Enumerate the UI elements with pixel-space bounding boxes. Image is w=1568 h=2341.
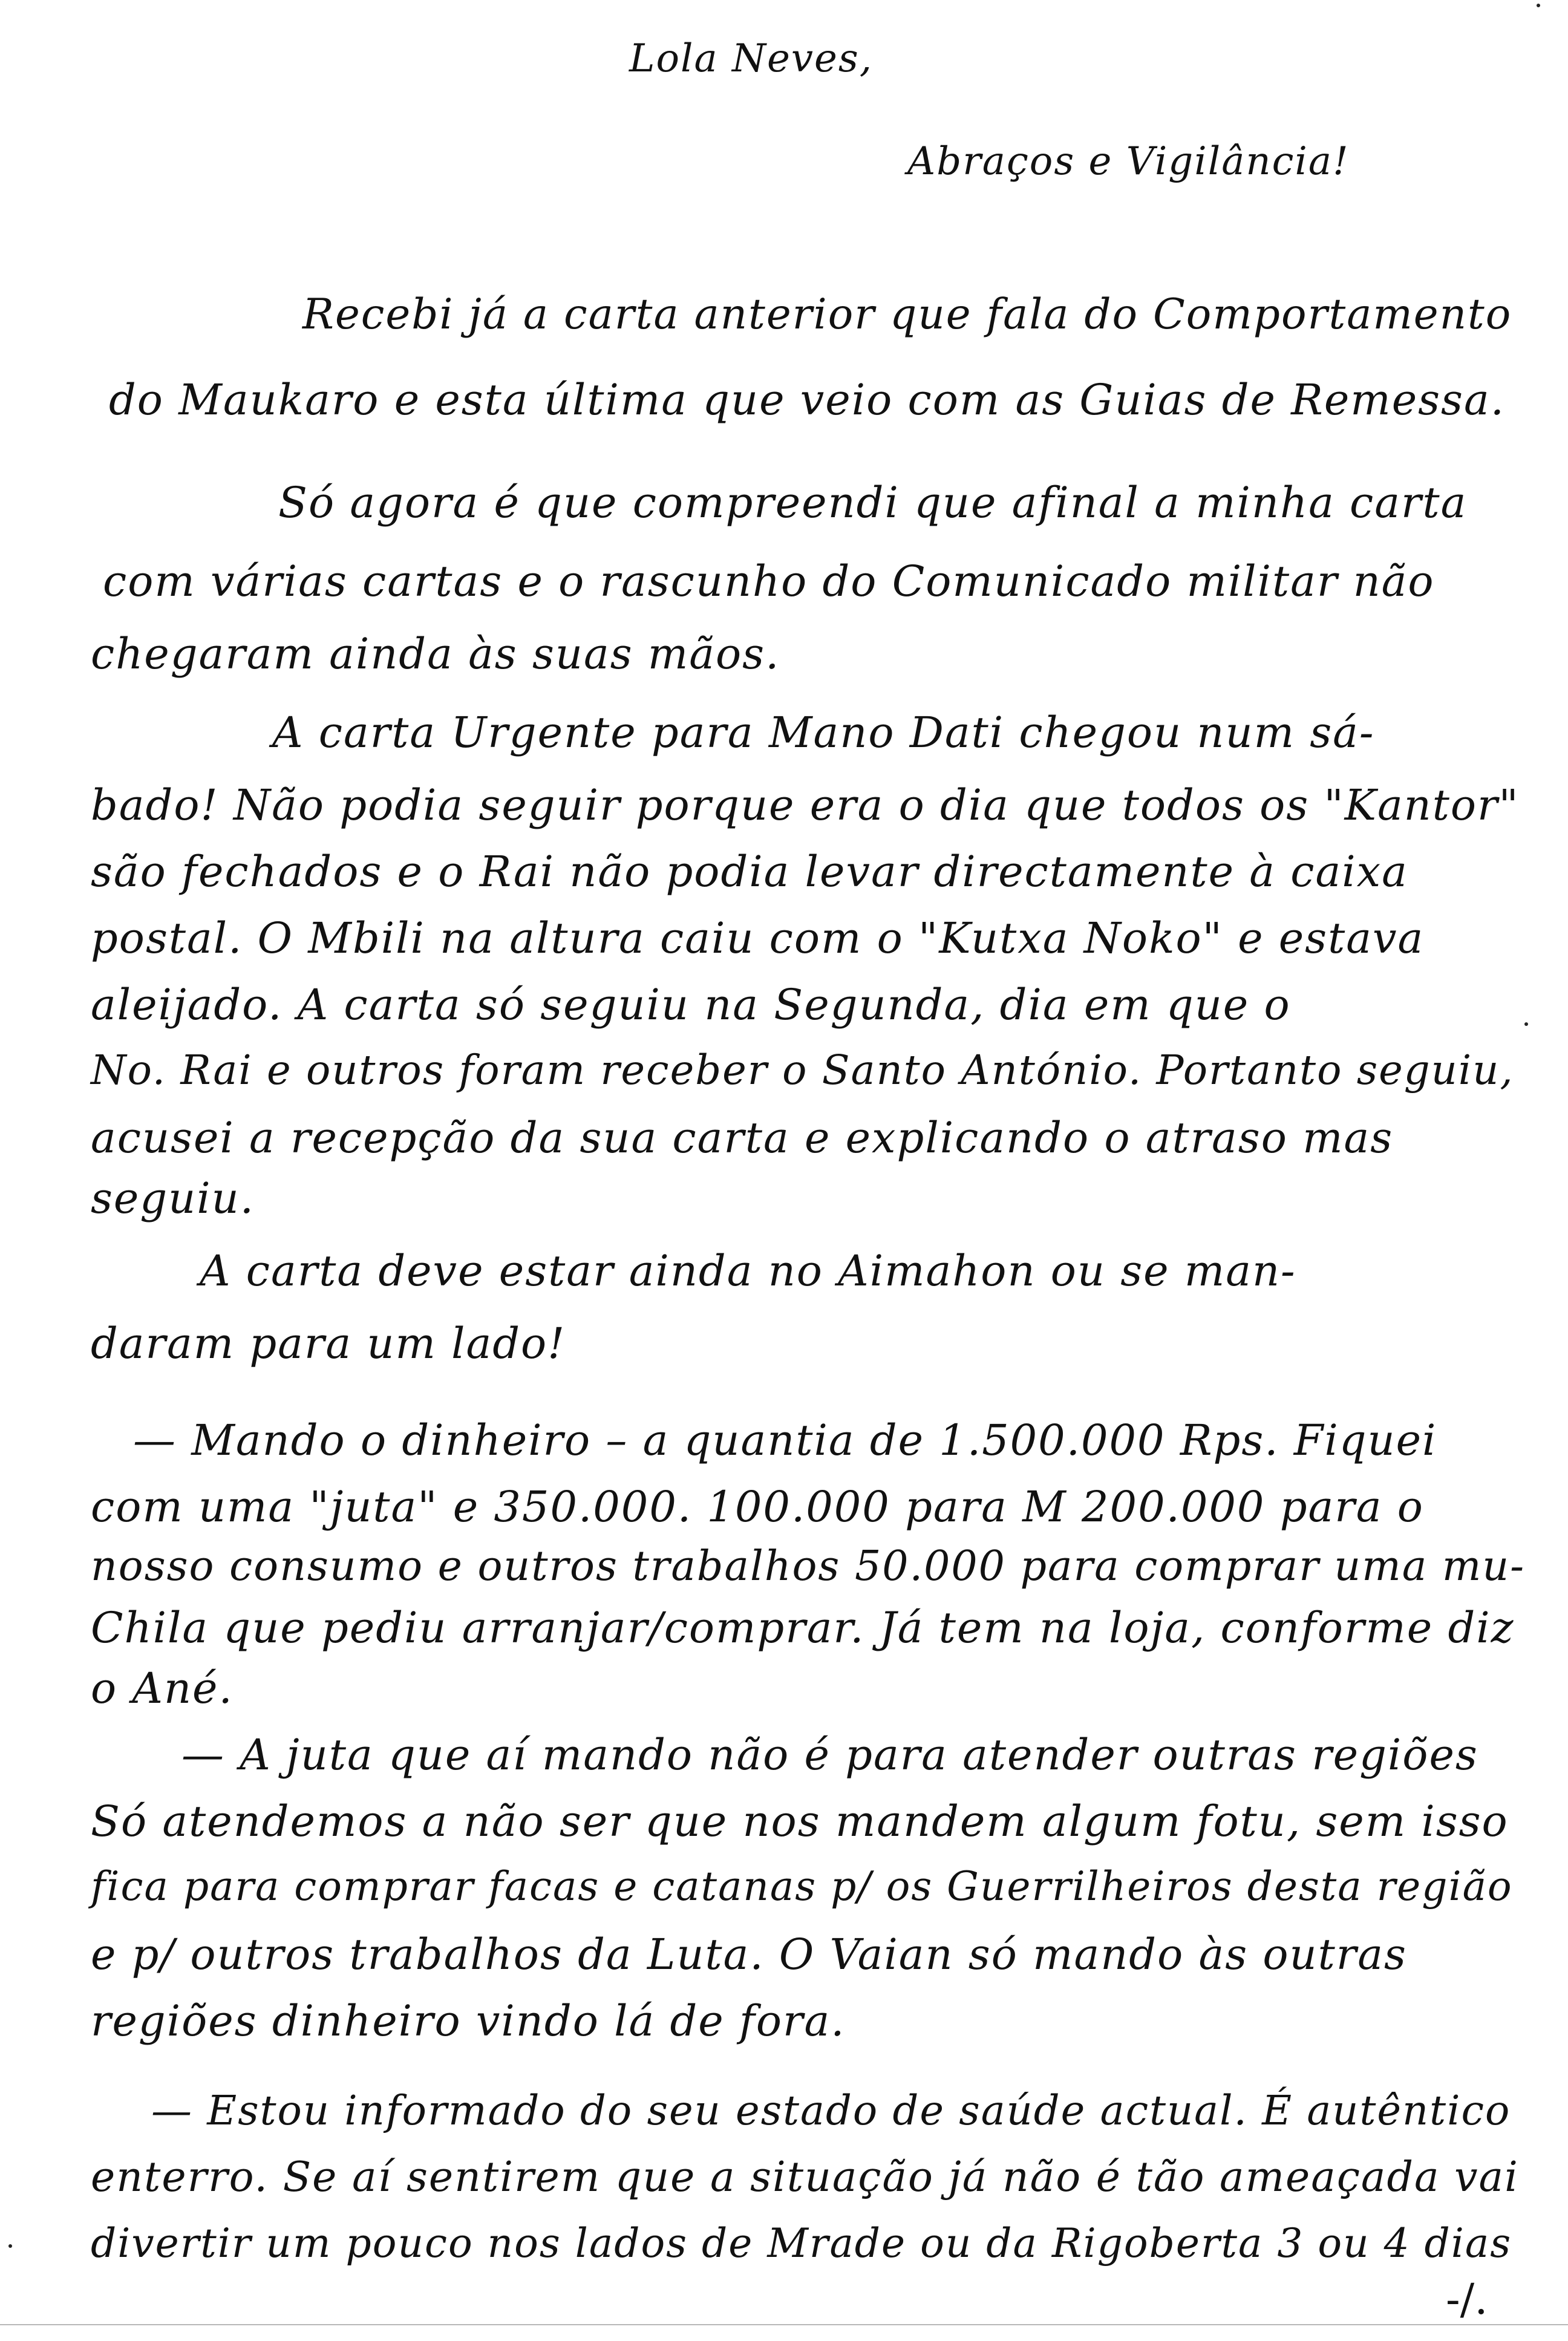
letter-line: o Ané. — [91, 1664, 234, 1713]
letter-line: Recebi já a carta anterior que fala do Comportamento — [302, 290, 1512, 339]
letter-line: enterro. Se aí sentirem que a situação já não é tão ameaçada vai — [91, 2153, 1519, 2201]
letter-line: A carta deve estar ainda no Aimahon ou se man- — [200, 1246, 1296, 1296]
scan-speck — [1537, 4, 1540, 7]
letter-line: — Mando o dinheiro – a quantia de 1.500.000 Rps. Fiquei — [133, 1415, 1437, 1465]
letter-line: daram para um lado! — [91, 1319, 566, 1368]
letter-line: e p/ outros trabalhos da Luta. O Vaian só mando às outras — [91, 1930, 1407, 1979]
letter-line: são fechados e o Rai não podia levar directamente à caixa — [91, 847, 1408, 896]
scan-speck — [1524, 1022, 1528, 1026]
letter-line: acusei a recepção da sua carta e explicando o atraso mas — [91, 1113, 1394, 1163]
letter-line: seguiu. — [91, 1174, 255, 1223]
letter-line: fica para comprar facas e catanas p/ os Guerrilheiros desta região — [91, 1863, 1513, 1910]
letter-line: com uma "juta" e 350.000. 100.000 para M 200.000 para o — [91, 1482, 1424, 1532]
scan-edge — [0, 2324, 1568, 2325]
letter-line: postal. O Mbili na altura caiu com o "Kutxa Noko" e estava — [91, 913, 1425, 963]
letter-line: bado! Não podia seguir porque era o dia que todos os "Kantor" — [91, 780, 1520, 830]
letter-line: nosso consumo e outros trabalhos 50.000 para comprar uma mu- — [91, 1543, 1526, 1590]
letter-line: aleijado. A carta só seguiu na Segunda, dia em que o — [91, 980, 1291, 1030]
letter-line: chegaram ainda às suas mãos. — [91, 629, 780, 679]
salutation: Lola Neves, — [629, 36, 874, 81]
letter-line: divertir um pouco nos lados de Mrade ou da Rigoberta 3 ou 4 dias — [91, 2220, 1512, 2267]
letter-line: Chila que pediu arranjar/comprar. Já tem na loja, conforme diz — [91, 1603, 1515, 1653]
letter-line: Só atendemos a não ser que nos mandem algum fotu, sem isso — [91, 1797, 1509, 1846]
letter-line: Só agora é que compreendi que afinal a minha carta — [278, 478, 1468, 527]
continuation-mark: -/. — [1446, 2274, 1488, 2324]
letter-line: do Maukaro e esta última que veio com as Guias de Remessa. — [109, 375, 1505, 425]
letter-line: No. Rai e outros foram receber o Santo António. Portanto seguiu, — [91, 1046, 1514, 1094]
letter-line: — A juta que aí mando não é para atender outras regiões — [181, 1730, 1478, 1780]
greeting: Abraços e Vigilância! — [907, 139, 1350, 184]
letter-line: com várias cartas e o rascunho do Comunicado militar não — [103, 557, 1435, 606]
scan-speck — [8, 2244, 12, 2248]
letter-line: regiões dinheiro vindo lá de fora. — [91, 1996, 846, 2046]
letter-line: A carta Urgente para Mano Dati chegou num sá- — [272, 708, 1375, 757]
letter-line: — Estou informado do seu estado de saúde actual. É autêntico — [151, 2087, 1511, 2134]
